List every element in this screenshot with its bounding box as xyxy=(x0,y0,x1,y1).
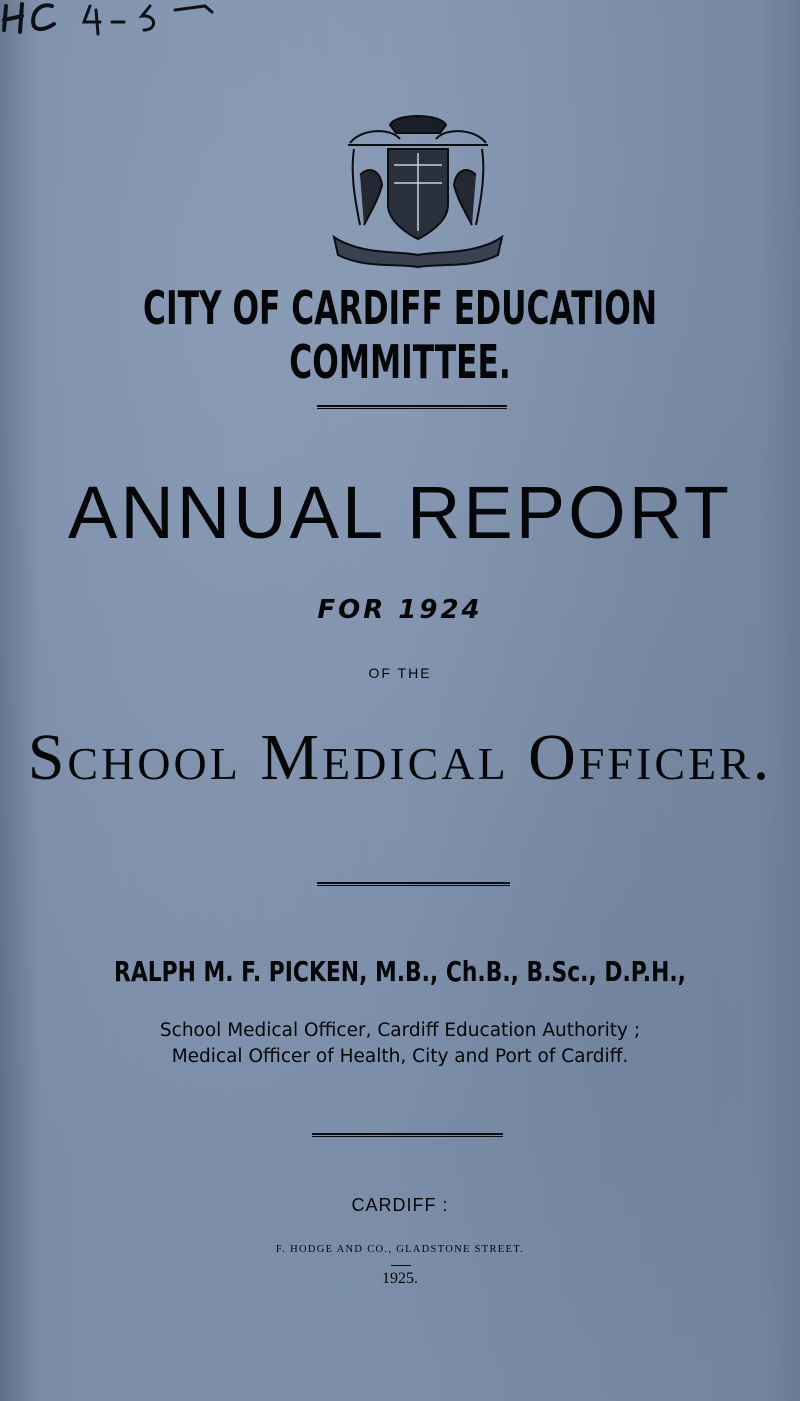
divider-rule xyxy=(317,882,510,886)
city-crest-emblem xyxy=(320,105,516,275)
report-title: ANNUAL REPORT xyxy=(67,471,733,554)
publication-place: CARDIFF : xyxy=(351,1195,449,1215)
report-subject: School Medical Officer. xyxy=(27,721,773,794)
divider-rule xyxy=(312,1133,503,1137)
committee-heading: CITY OF CARDIFF EDUCATION COMMITTEE. xyxy=(142,281,658,389)
author-name: RALPH M. F. PICKEN, M.B., Ch.B., B.Sc., D.P.H., xyxy=(114,955,686,988)
report-year: FOR 1924 xyxy=(317,595,483,625)
handwritten-annotation xyxy=(0,0,220,60)
author-role-line: School Medical Officer, Cardiff Education Authority ; xyxy=(159,1020,641,1041)
short-divider xyxy=(391,1265,411,1266)
publication-year: 1925. xyxy=(382,1270,418,1287)
printer-imprint: F. HODGE AND CO., GLADSTONE STREET. xyxy=(275,1244,525,1255)
of-the-text: OF THE xyxy=(368,665,432,681)
divider-rule xyxy=(317,405,507,409)
author-role-line: Medical Officer of Health, City and Port of Cardiff. xyxy=(171,1046,629,1067)
